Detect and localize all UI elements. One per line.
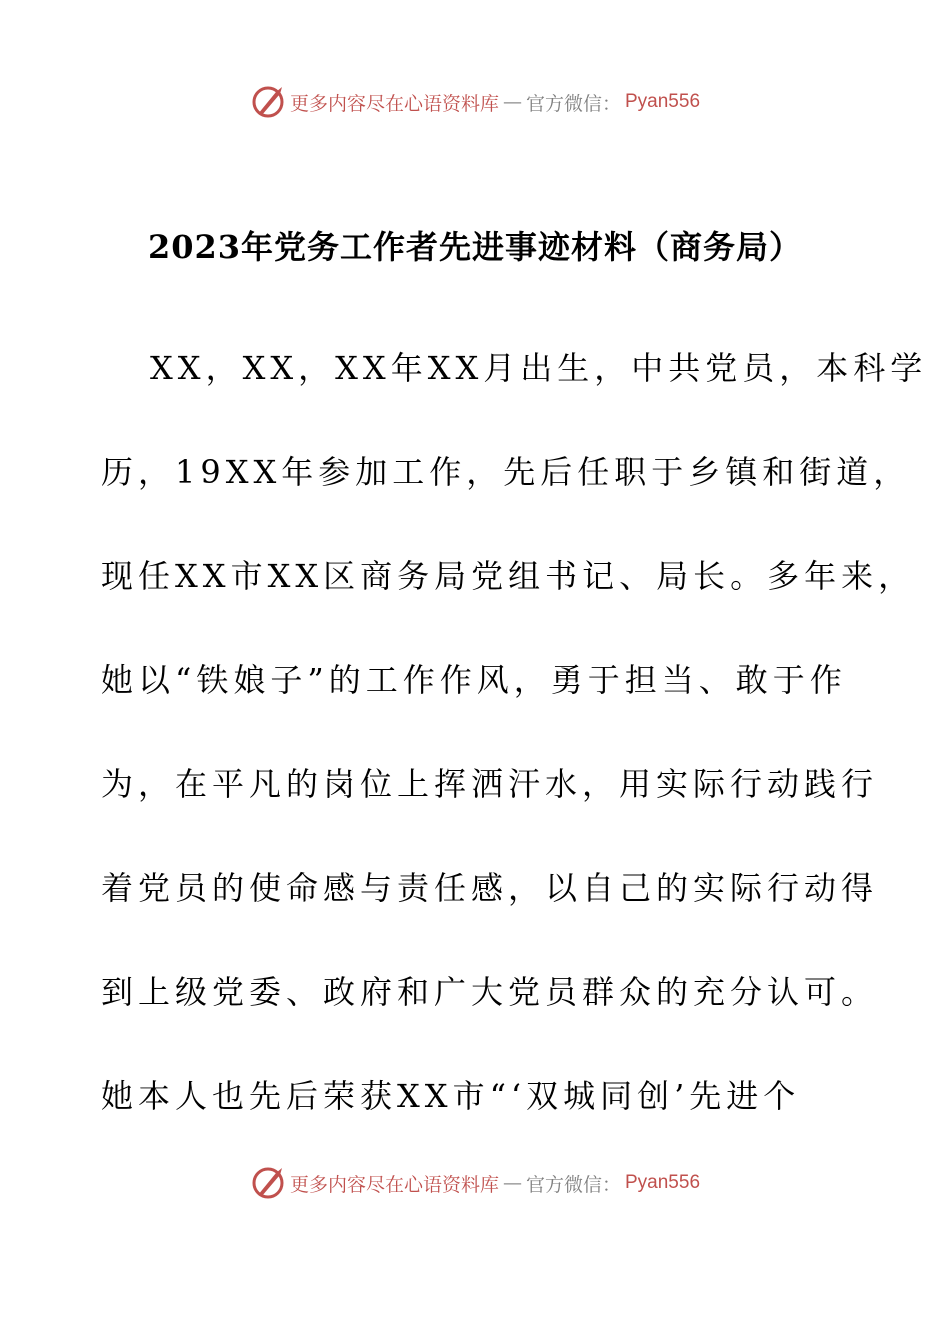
footer-watermark-banner [0,1163,950,1203]
body-line-6: 着党员的使命感与责任感，以自己的实际行动得 [101,869,879,907]
body-line-7: 到上级党委、政府和广大党员群众的充分认可。 [101,973,879,1011]
banner-separator: — [502,1172,522,1194]
banner-separator: — [502,91,522,113]
body-line-3: 现任XX市XX区商务局党组书记、局长。多年来， [101,557,916,595]
body-line-8: 她本人也先后荣获XX市“‘双城同创’先进个 [101,1077,801,1115]
banner-wechat-label: 官方微信： [525,92,621,115]
document-title: 2023年党务工作者先进事迹材料（商务局） [147,228,803,266]
body-line-4: 她以“铁娘子”的工作作风，勇于担当、敢于作 [101,661,847,699]
banner-wechat-id: Pyan556 [625,1172,701,1193]
banner-text: 更多内容尽在心语资料库 [289,92,499,115]
banner-wechat-label: 官方微信： [525,1173,621,1196]
body-line-1: XX，XX，XX年XX月出生，中共党员，本科学 [150,349,928,387]
quill-logo-icon [250,84,286,120]
body-line-2: 历，19XX年参加工作，先后任职于乡镇和街道， [101,453,911,491]
body-line-5: 为，在平凡的岗位上挥洒汗水，用实际行动践行 [101,765,879,803]
quill-logo-icon [250,1165,286,1201]
banner-wechat-id: Pyan556 [625,91,701,112]
banner-text: 更多内容尽在心语资料库 [289,1173,499,1196]
header-watermark-banner [0,82,950,122]
